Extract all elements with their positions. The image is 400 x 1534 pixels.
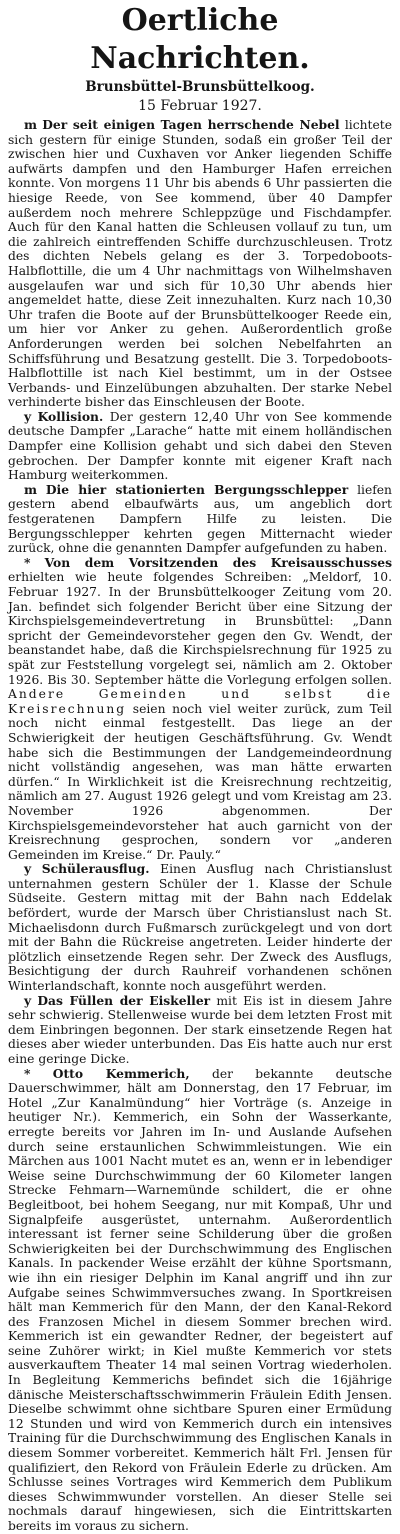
article-body-continued: seien noch viel weiter zurück, zum Teil noch nicht einmal festgestellt. Das liege an der Schwierigkeit der heutigen Geschäftsführung. Gv. Wendt habe sich die Bestimmungen der Landgemeindeordnung nicht vollständig angesehen, was man hätte erwarten dürfen.“ In Wirklichkeit ist die Kreisrechnung rechtzeitig, nämlich am 27. August 1926 gelegt und vom Kreistag am 23. November 1926 abgenommen. Der Kirchspielsgemeindevorsteher hat auch garnicht von der Kreisrechnung gesprochen, sondern vor „anderen Gemeinden im Kreise.“ Dr. Pauly.“ [8,701,392,862]
place-heading: Brunsbüttel-Brunsbüttelkoog. [85,79,315,95]
article-body: mit Eis ist in diesem Jahre sehr schwierig. Stellenweise wurde bei dem letzten Frost mit dem Einbringen begonnen. Der stark einsetzende Regen hat dieses aber wieder unterbunden. Das Eis hatte auch nur erst eine geringe Dicke. [8,993,392,1066]
article-body: der bekannte deutsche Dauerschwimmer, hält am Donnerstag, den 17 Februar, im Hotel „Zur Kanalmündung“ hier Vorträge (s. Anzeige in heutiger Nr.). Kemmerich, ein Sohn der Wasserkante, erregte bereits vor Jahren im In- und Auslande Aufsehen durch seine erstaunlichen Schwimmleistungen. Wie ein Märchen aus 1001 Nacht mutet es an, wenn er in lebendiger Weise seine Durchschwimmung der 60 Kilometer langen Strecke Fehmarn—Warnemünde schildert, die er ohne Begleitboot, bei hohem Seegang, nur mit Kompaß, Uhr und Signalpfeife ausgerüstet, unternahm. Außerordentlich interessant ist ferner seine Schilderung über die großen Schwierigkeiten bei der Durchschwimmung des Englischen Kanals. In packender Weise erzählt der kühne Sportsmann, wie ihn ein riesiger Delphin im Kanal angriff und ihn zur Aufgabe seines Schwimmversuches zwang. In Sportkreisen hält man Kemmerich für den Mann, der den Kanal-Rekord des Franzosen Michel in diesem Sommer brechen wird. Kemmerich ist ein gewandter Redner, der begeistert auf seine Zuhörer wirkt; in Kiel mußte Kemmerich vor stets ausverkauftem Theater 14 mal seinen Vortrag wiederholen. In Begleitung Kemmerichs befindet sich die 16jährige dänische Meisterschaftsschwimmerin Fräulein Edith Jensen. Dieselbe schwimmt ohne sichtbare Spuren einer Ermüdung 12 Stunden und wird von Kemmerich durch ein intensives Training für die Durchschwimmung des Englischen Kanals in diesem Sommer vorbereitet. Kemmerich hält Frl. Jensen für qualifiziert, den Rekord von Fräulein Ederle zu drücken. Am Schlusse seines Vortrages wird Kemmerich dem Publikum dieses Schwimmwunder vorstellen. An dieser Stelle sei nochmals darauf hingewiesen, sich die Eintrittskarten bereits im voraus zu sichern. [8,1066,392,1533]
article-spaced-text: Andere Gemeinden und selbst die Kreisrechnung [8,687,392,716]
article-marker: * [24,554,31,570]
section-title: Oertliche Nachrichten. [90,3,310,76]
article-collision [8,410,392,483]
article-headword: Von dem Vorsitzenden des Kreisausschusses [44,554,392,570]
dateline: 15 Februar 1927. [138,98,262,114]
article-headword: Das Füllen der Eiskeller [37,992,211,1008]
article-body: Der gestern 12,40 Uhr von See kommende deutsche Dampfer „Larache“ hatte mit einem holländischen Dampfer eine Kollision gehabt und sich dabei den Steven gebrochen. Der Dampfer konnte mit eigener Kraft nach Hamburg weiterkommen. [8,409,392,483]
article-body: liefen gestern abend elbaufwärts aus, um angeblich dort festgeratenen Dampfern Hilfe zu leisten. Die Bergungsschlepper kehrten gegen Mitternacht wieder zurück, ohne die genannten Dampfer aufgefunden zu haben. [8,482,392,556]
article-salvage-tugs [8,483,392,556]
article-body: lichtete sich gestern für einige Stunden, sodaß ein großer Teil der zwischen hier und Cuxhaven vor Anker liegenden Schiffe aufwärts dampfen und den Hamburger Hafen erreichen konnte. Von morgens 11 Uhr bis abends 6 Uhr passierten die hiesige Reede, von See kommend, über 40 Dampfer außerdem noch mehrere Schleppzüge und Fischdampfer. Auch für den Kanal hatten die Schleusen vollauf zu tun, um die zahlreich eintreffenden Schiffe durchzuschleusen. Trotz des dichten Nebels gelang es der 3. Torpedoboots-Halbflottille, die um 4 Uhr nachmittags von Wilhelmshaven ausgelaufen war und sich für 10,30 Uhr abends hier angemeldet hatte, diese Zeit innezuhalten. Kurz nach 10,30 Uhr trafen die Boote auf der Brunsbüttelkooger Reede ein, um hier vor Anker zu gehen. Außerordentlich große Anforderungen werden bei solchen Nebelfahrten an Schiffsführung und Besatzung gestellt. Die 3. Torpedoboots-Halbflottille ist nach Kiel bestimmt, um in der Ostsee Verbands- und Einzelübungen abzuhalten. Der starke Nebel verhinderte bisher das Einschleusen der Boote. [8,118,392,410]
article-marker: m [24,117,38,132]
article-district-committee [8,556,392,862]
article-headword: Der seit einigen Tagen herrschende Nebel [42,117,340,132]
article-marker: y [24,861,32,877]
article-ice-cellars [8,994,392,1067]
article-marker: y [24,992,32,1008]
article-marker: y [24,408,32,424]
article-fog [8,118,392,410]
article-marker: * [24,1065,31,1081]
article-body: erhielten wie heute folgendes Schreiben: „Meldorf, 10. Februar 1927. In der Brunsbüttelkooger Zeitung vom 20. Jan. befindet sich folgender Bericht über eine Sitzung der Kirchspielsgemeindevertretung in Brunsbüttel: „Dann spricht der Gemeindevorsteher gegen den Gv. Wendt, der beanstandet habe, daß die Kirchspielsrechnung für 1925 zu spät zur Feststellung vorgelegt sei, nämlich am 2. Oktober 1926. Bis 30. September hätte die Vorlegung erfolgen sollen. [8,570,392,687]
article-otto-kemmerich [8,1067,392,1534]
article-headword: Die hier stationierten Bergungsschlepper [45,481,349,497]
article-headword: Otto Kemmerich, [52,1065,190,1081]
article-marker: m [24,481,38,497]
article-headword: Kollision. [37,408,104,424]
article-headword: Schülerausflug. [41,861,150,877]
article-body: Einen Ausflug nach Christianslust unternahmen gestern Schüler der 1. Klasse der Schule Südseite. Gestern mittag mit der Bahn nach Eddelak befördert, wurde der Marsch über Christianslust nach St. Michaelisdonn durch Fußmarsch zurückgelegt und von dort mit der Bahn die Rückreise angetreten. Leider hinderte der plötzlich einsetzende Regen sehr. Der Zweck des Ausflugs, Besichtigung der durch Rauhreif vorhandenen schönen Winterlandschaft, konnte noch ausgeführt werden. [8,862,392,994]
article-school-trip [8,862,392,993]
